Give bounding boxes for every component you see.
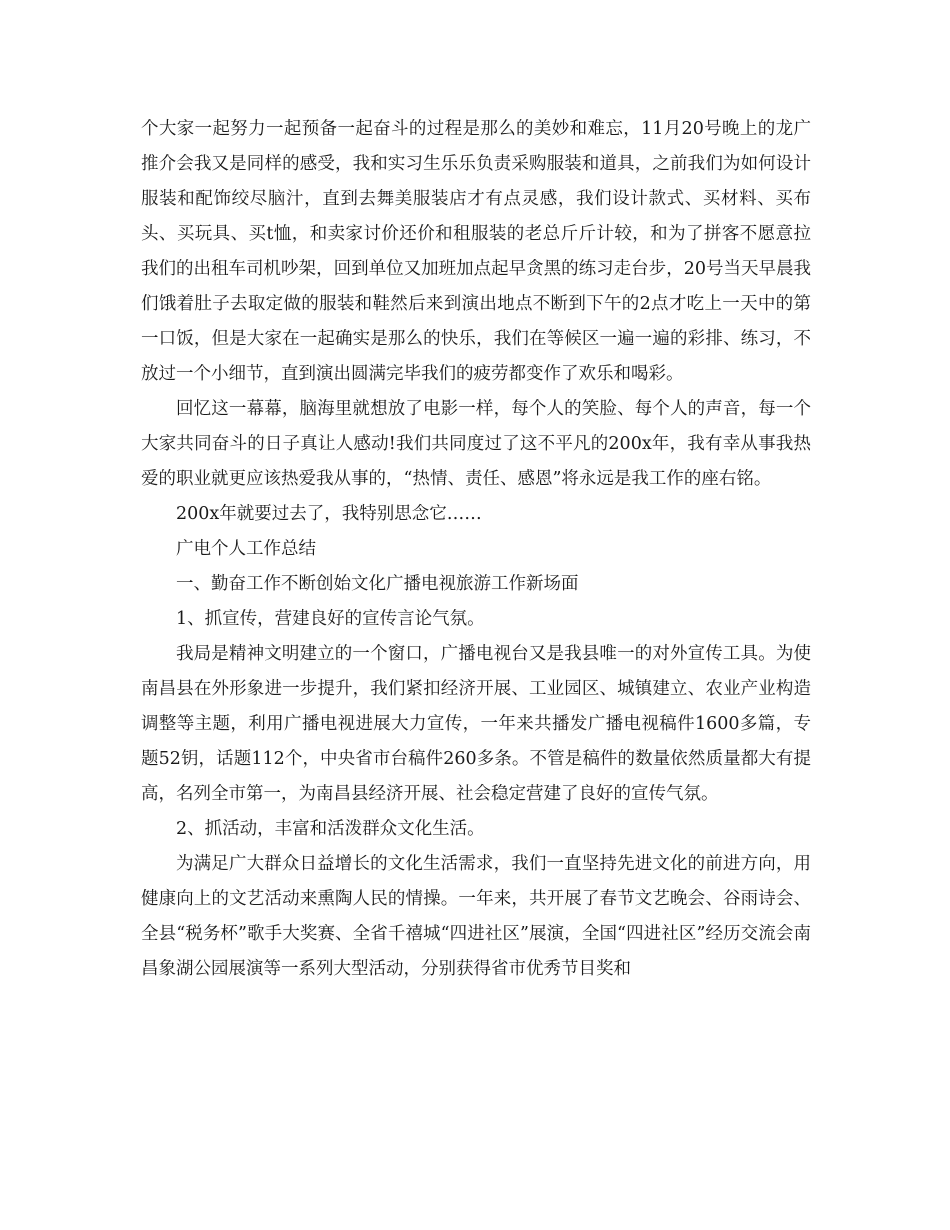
document-body	[141, 112, 811, 987]
section-title: 广电个人工作总结	[176, 539, 316, 559]
subheading-2: 2、抓活动，丰富和活泼群众文化生活。	[176, 819, 485, 839]
paragraph-3: 200x年就要过去了，我特别思念它……	[176, 504, 482, 524]
heading-1: 一、勤奋工作不断创始文化广播电视旅游工作新场面	[176, 574, 579, 594]
paragraph-2: 回忆这一幕幕，脑海里就想放了电影一样，每个人的笑脸、每个人的声音，每一个大家共同奋斗的日子真让人感动!我们共同度过了这不平凡的200x年，我有幸从事我热爱的职业就更应该热爱我从事的，“热情、责任、感恩”将永远是我工作的座右铭。	[141, 399, 811, 489]
paragraph-1: 个大家一起努力一起预备一起奋斗的过程是那么的美妙和难忘，11月20号晚上的龙广推介会我又是同样的感受，我和实习生乐乐负责采购服装和道具，之前我们为如何设计服装和配饰绞尽脑汁，直到去舞美服装店才有点灵感，我们设计款式、买材料、买布头、买玩具、买t恤，和卖家讨价还价和租服装的老总斤斤计较，和为了拼客不愿意拉我们的出租车司机吵架，回到单位又加班加点起早贪黑的练习走台步，20号当天早晨我们饿着肚子去取定做的服装和鞋然后来到演出地点不断到下午的2点才吃上一天中的第一口饭，但是大家在一起确实是那么的快乐，我们在等候区一遍一遍的彩排、练习，不放过一个小细节，直到演出圆满完毕我们的疲劳都变作了欢乐和喝彩。	[141, 119, 811, 384]
subheading-1: 1、抓宣传，营建良好的宣传言论气氛。	[176, 609, 485, 629]
paragraph-7: 我局是精神文明建立的一个窗口，广播电视台又是我县唯一的对外宣传工具。为使南昌县在外形象进一步提升，我们紧扣经济开展、工业园区、城镇建立、农业产业构造调整等主题，利用广播电视进展大力宣传，一年来共播发广播电视稿件1600多篇，专题52钥，话题112个，中央省市台稿件260多条。不管是稿件的数量依然质量都大有提高，名列全市第一，为南昌县经济开展、社会稳定营建了良好的宣传气氛。	[141, 644, 811, 804]
paragraph-9: 为满足广大群众日益增长的文化生活需求，我们一直坚持先进文化的前进方向，用健康向上的文艺活动来熏陶人民的情操。一年来，共开展了春节文艺晚会、谷雨诗会、全县“税务杯”歌手大奖赛、全省千禧城“四进社区”展演，全国“四进社区”经历交流会南昌象湖公园展演等一系列大型活动，分别获得省市优秀节目奖和	[141, 854, 811, 979]
